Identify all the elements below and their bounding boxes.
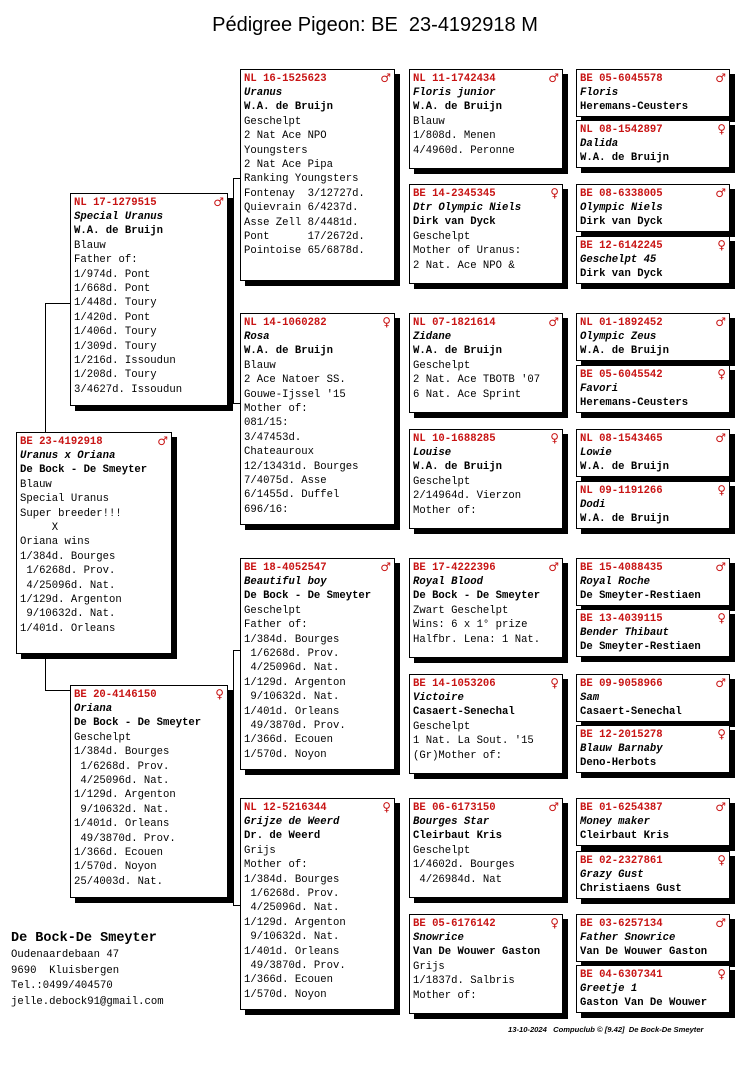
pigeon-name: Uranus (244, 87, 283, 99)
card-header (577, 185, 729, 201)
owner-name: Gaston Van De Wouwer (580, 997, 708, 1010)
detail-line: 1/366d. Ecouen (244, 734, 334, 747)
female-icon: ♀ (717, 238, 726, 252)
card-header (577, 430, 729, 446)
male-icon: ♂ (548, 71, 559, 85)
detail-line: Father of: (244, 619, 308, 632)
pigeon-name: Floris (580, 87, 619, 99)
detail-line: 1/129d. Argenton (20, 594, 122, 607)
pigeon-card-gen3[interactable] (409, 429, 563, 529)
detail-line: 4/4960d. Peronne (413, 144, 515, 157)
owner-name: Cleirbaut Kris (580, 830, 670, 843)
ring-number: NL 08-1542897 (580, 124, 663, 136)
owner-name: Dr. de Weerd (244, 830, 321, 843)
detail-line: Pont 17/2672d. (244, 231, 365, 244)
detail-line: 1/6268d. Prov. (244, 888, 340, 901)
pigeon-name: Rosa (244, 331, 270, 343)
pigeon-card-gen4[interactable] (576, 184, 730, 232)
detail-line: 4/26984d. Nat (413, 873, 503, 886)
owner-name: W.A. de Bruijn (413, 345, 503, 358)
ring-number: NL 17-1279515 (74, 197, 157, 209)
pigeon-card-dam-dam[interactable] (240, 798, 395, 1010)
card-header (410, 675, 562, 691)
pigeon-name: Victoire (413, 692, 464, 704)
detail-line: 1/129d. Argenton (244, 676, 346, 689)
breeder-info (11, 930, 164, 1010)
detail-line: 1/808d. Menen (413, 130, 496, 143)
owner-name: W.A. de Bruijn (580, 345, 670, 358)
detail-line: 9/10632d. Nat. (244, 931, 340, 944)
footer-credit: 13-10-2024 Compuclub © [9.42] De Bock-De Smeyter (508, 1025, 704, 1034)
detail-line: 49/3870d. Prov. (244, 960, 346, 973)
pigeon-name: Dodi (580, 499, 606, 511)
owner-name: Casaert-Senechal (580, 706, 682, 719)
detail-line: Geschelpt (413, 475, 471, 488)
detail-line: 4/25096d. Nat. (244, 902, 340, 915)
detail-line: Mother of: (413, 504, 477, 517)
detail-line: 1/570d. Noyon (74, 861, 157, 874)
pigeon-card-gen4[interactable] (576, 798, 730, 846)
detail-line: 1/384d. Bourges (20, 550, 116, 563)
detail-line: Mother of: (244, 403, 308, 416)
detail-line: Geschelpt (413, 720, 471, 733)
detail-line: 1/974d. Pont (74, 268, 151, 281)
detail-line: 1/448d. Toury (74, 297, 157, 310)
ring-number: NL 09-1191266 (580, 485, 663, 497)
detail-line: 12/13431d. Bourges (244, 460, 359, 473)
detail-line: Mother of: (413, 989, 477, 1002)
male-icon: ♂ (715, 916, 726, 930)
male-icon: ♂ (715, 560, 726, 574)
male-icon: ♂ (548, 800, 559, 814)
female-icon: ♀ (717, 727, 726, 741)
detail-line: 1/216d. Issoudun (74, 355, 176, 368)
detail-line: Zwart Geschelpt (413, 604, 509, 617)
detail-line: X (20, 522, 59, 535)
card-header (410, 70, 562, 86)
ring-number: NL 07-1821614 (413, 317, 496, 329)
male-icon: ♂ (715, 186, 726, 200)
detail-line: Gouwe-Ijssel '15 (244, 388, 346, 401)
detail-line: Wins: 6 x 1° prize (413, 619, 528, 632)
detail-line: 6 Nat. Ace Sprint (413, 388, 522, 401)
detail-line: 1/309d. Toury (74, 340, 157, 353)
ring-number: NL 16-1525623 (244, 73, 327, 85)
pigeon-name: Grijze de Weerd (244, 816, 340, 828)
breeder-email[interactable]: jelle.debock91@gmail.com (11, 995, 164, 1008)
pigeon-name: Lowie (580, 447, 612, 459)
pigeon-card-gen4[interactable] (576, 674, 730, 722)
detail-line: 1/406d. Toury (74, 326, 157, 339)
pigeon-card-dam-sire[interactable] (240, 558, 395, 770)
ring-number: BE 05-6176142 (413, 918, 496, 930)
pigeon-name: Grazy Gust (580, 869, 644, 881)
pigeon-card-gen4[interactable] (576, 851, 730, 899)
pigeon-name: Olympic Niels (580, 202, 663, 214)
pigeon-name: Blauw Barnaby (580, 743, 663, 755)
female-icon: ♀ (215, 687, 224, 701)
pigeon-name: Zidane (413, 331, 452, 343)
detail-line: 4/25096d. Nat. (20, 579, 116, 592)
female-icon: ♀ (382, 315, 391, 329)
owner-name: Cleirbaut Kris (413, 830, 503, 843)
ring-number: NL 10-1688285 (413, 433, 496, 445)
breeder-city: 9690 Kluisbergen (11, 964, 120, 977)
pigeon-card-gen4[interactable] (576, 236, 730, 284)
pigeon-name: Oriana (74, 703, 113, 715)
owner-name: Dirk van Dyck (580, 216, 663, 229)
card-header (577, 852, 729, 868)
female-icon: ♀ (550, 431, 559, 445)
female-icon: ♀ (717, 367, 726, 381)
detail-line: Oriana wins (20, 536, 90, 549)
detail-line: Blauw (413, 115, 445, 128)
ring-number: BE 23-4192918 (20, 436, 103, 448)
page-title: Pédigree Pigeon: BE 23-4192918 M (212, 14, 538, 36)
pigeon-name: Uranus x Oriana (20, 450, 116, 462)
detail-line: 4/25096d. Nat. (244, 662, 340, 675)
card-header (577, 121, 729, 137)
detail-line: Geschelpt (413, 359, 471, 372)
ring-number: BE 20-4146150 (74, 689, 157, 701)
detail-line: Fontenay 3/12727d. (244, 187, 365, 200)
card-header (71, 686, 227, 702)
card-header (410, 430, 562, 446)
ring-number: BE 08-6338005 (580, 188, 663, 200)
ring-number: BE 02-2327861 (580, 855, 663, 867)
card-header (410, 314, 562, 330)
ring-number: NL 14-1060282 (244, 317, 327, 329)
pigeon-name: Olympic Zeus (580, 331, 657, 343)
detail-line: Grijs (244, 844, 276, 857)
detail-line: Geschelpt (413, 844, 471, 857)
detail-line: Mother of: (244, 859, 308, 872)
detail-line: (Gr)Mother of: (413, 749, 503, 762)
breeder-name: De Bock-De Smeyter (11, 931, 157, 946)
detail-line: 1 Nat. La Sout. '15 (413, 735, 534, 748)
detail-line: Blauw (20, 478, 52, 491)
pigeon-card-gen3[interactable] (409, 184, 563, 284)
female-icon: ♀ (717, 853, 726, 867)
pigeon-card-gen4[interactable] (576, 558, 730, 606)
card-header (577, 675, 729, 691)
detail-line: 2 Nat Ace Pipa (244, 159, 334, 172)
card-header (241, 70, 394, 86)
detail-line: 1/366d. Ecouen (244, 974, 334, 987)
detail-line: 6/1455d. Duffel (244, 489, 340, 502)
pigeon-name: Louise (413, 447, 452, 459)
owner-name: Casaert-Senechal (413, 706, 515, 719)
male-icon: ♂ (715, 676, 726, 690)
pigeon-card-gen3[interactable] (409, 798, 563, 898)
detail-line: Special Uranus (20, 493, 110, 506)
pigeon-card-gen4[interactable] (576, 69, 730, 117)
detail-line: Geschelpt (244, 115, 302, 128)
bracket-dam-stem (228, 777, 233, 778)
detail-line: 1/401d. Orleans (74, 818, 170, 831)
pigeon-card-subject[interactable] (16, 432, 172, 654)
detail-line: 1/208d. Toury (74, 369, 157, 382)
detail-line: Quievrain 6/4237d. (244, 202, 359, 215)
card-header (410, 915, 562, 931)
female-icon: ♀ (382, 800, 391, 814)
card-header (410, 185, 562, 201)
detail-line: 696/16: (244, 503, 289, 516)
detail-line: 49/3870d. Prov. (244, 720, 346, 733)
pigeon-card-gen3[interactable] (409, 914, 563, 1014)
ring-number: BE 04-6307341 (580, 969, 663, 981)
ring-number: BE 12-2015278 (580, 729, 663, 741)
ring-number: BE 15-4088435 (580, 562, 663, 574)
detail-line: 1/384d. Bourges (244, 633, 340, 646)
detail-line: 1/6268d. Prov. (74, 760, 170, 773)
ring-number: BE 17-4222396 (413, 562, 496, 574)
owner-name: W.A. de Bruijn (413, 101, 503, 114)
pigeon-card-sire-dam[interactable] (240, 313, 395, 525)
detail-line: Chateauroux (244, 446, 314, 459)
pigeon-card-gen3[interactable] (409, 69, 563, 169)
detail-line: Geschelpt (413, 230, 471, 243)
ring-number: BE 05-6045578 (580, 73, 663, 85)
male-icon: ♂ (715, 431, 726, 445)
card-header (410, 559, 562, 575)
male-icon: ♂ (380, 560, 391, 574)
pigeon-card-gen4[interactable] (576, 120, 730, 168)
detail-line: Blauw (244, 359, 276, 372)
pigeon-card-gen4[interactable] (576, 725, 730, 773)
ring-number: BE 14-1053206 (413, 678, 496, 690)
ring-number: BE 03-6257134 (580, 918, 663, 930)
pigeon-card-gen4[interactable] (576, 914, 730, 962)
detail-line: 1/1837d. Salbris (413, 975, 515, 988)
pigeon-name: Greetje 1 (580, 983, 638, 995)
pigeon-card-gen4[interactable] (576, 965, 730, 1013)
pigeon-name: Father Snowrice (580, 932, 676, 944)
detail-line: 1/129d. Argenton (74, 789, 176, 802)
pigeon-card-gen3[interactable] (409, 313, 563, 413)
detail-line: 1/366d. Ecouen (74, 847, 164, 860)
male-icon: ♂ (157, 434, 168, 448)
pigeon-card-gen4[interactable] (576, 365, 730, 413)
male-icon: ♂ (715, 71, 726, 85)
card-header (577, 70, 729, 86)
detail-line: Father of: (74, 254, 138, 267)
ring-number: BE 06-6173150 (413, 802, 496, 814)
owner-name: Dirk van Dyck (580, 268, 663, 281)
detail-line: 1/401d. Orleans (244, 705, 340, 718)
female-icon: ♀ (550, 916, 559, 930)
pigeon-name: Floris junior (413, 87, 496, 99)
ring-number: BE 05-6045542 (580, 369, 663, 381)
male-icon: ♂ (380, 71, 391, 85)
owner-name: De Bock - De Smeyter (244, 590, 372, 603)
owner-name: W.A. de Bruijn (244, 345, 334, 358)
detail-line: 1/570d. Noyon (244, 748, 327, 761)
card-header (71, 194, 227, 210)
card-header (577, 610, 729, 626)
ring-number: BE 12-6142245 (580, 240, 663, 252)
pigeon-name: Dalida (580, 138, 619, 150)
detail-line: 3/4627d. Issoudun (74, 383, 183, 396)
pigeon-name: Dtr Olympic Niels (413, 202, 522, 214)
owner-name: De Bock - De Smeyter (74, 717, 202, 730)
pigeon-name: Geschelpt 45 (580, 254, 657, 266)
pigeon-name: Beautiful boy (244, 576, 327, 588)
detail-line: Geschelpt (74, 731, 132, 744)
male-icon: ♂ (213, 195, 224, 209)
male-icon: ♂ (715, 800, 726, 814)
pigeon-name: Bender Thibaut (580, 627, 670, 639)
owner-name: W.A. de Bruijn (244, 101, 334, 114)
pigeon-name: Bourges Star (413, 816, 490, 828)
card-header (577, 799, 729, 815)
detail-line: Grijs (413, 960, 445, 973)
detail-line: 2 Nat. Ace TBOTB '07 (413, 374, 541, 387)
card-header (241, 559, 394, 575)
owner-name: De Smeyter-Restiaen (580, 590, 701, 603)
detail-line: 25/4003d. Nat. (74, 875, 164, 888)
owner-name: Van De Wouwer Gaston (580, 946, 708, 959)
pigeon-card-gen3[interactable] (409, 674, 563, 774)
pigeon-card-gen3[interactable] (409, 558, 563, 658)
pigeon-card-gen4[interactable] (576, 313, 730, 361)
detail-line: 9/10632d. Nat. (74, 803, 170, 816)
female-icon: ♀ (717, 122, 726, 136)
detail-line: 1/570d. Noyon (244, 988, 327, 1001)
ring-number: BE 14-2345345 (413, 188, 496, 200)
detail-line: 1/384d. Bourges (74, 746, 170, 759)
bracket-sire-stem (228, 290, 233, 291)
male-icon: ♂ (715, 315, 726, 329)
detail-line: Ranking Youngsters (244, 173, 359, 186)
detail-line: Super breeder!!! (20, 507, 122, 520)
detail-line: 7/4075d. Asse (244, 475, 327, 488)
detail-line: 2 Ace Natoer SS. (244, 374, 346, 387)
detail-line: 1/6268d. Prov. (244, 648, 340, 661)
detail-line: Geschelpt (244, 604, 302, 617)
pigeon-card-sire[interactable] (70, 193, 228, 406)
detail-line: 1/668d. Pont (74, 283, 151, 296)
pigeon-card-dam[interactable] (70, 685, 228, 898)
ring-number: BE 01-6254387 (580, 802, 663, 814)
ring-number: BE 13-4039115 (580, 613, 663, 625)
card-header (577, 366, 729, 382)
card-header (577, 237, 729, 253)
pigeon-name: Royal Roche (580, 576, 650, 588)
detail-line: 1/129d. Argenton (244, 916, 346, 929)
owner-name: Heremans-Ceusters (580, 397, 689, 410)
owner-name: Christiaens Gust (580, 883, 682, 896)
detail-line: 3/47453d. (244, 431, 302, 444)
detail-line: 1/401d. Orleans (20, 622, 116, 635)
detail-line: 1/384d. Bourges (244, 873, 340, 886)
owner-name: W.A. de Bruijn (580, 461, 670, 474)
card-header (577, 314, 729, 330)
ring-number: NL 11-1742434 (413, 73, 496, 85)
pigeon-card-gen4[interactable] (576, 429, 730, 477)
pigeon-card-gen4[interactable] (576, 609, 730, 657)
detail-line: 9/10632d. Nat. (244, 691, 340, 704)
male-icon: ♂ (548, 315, 559, 329)
owner-name: W.A. de Bruijn (580, 152, 670, 165)
breeder-address: Oudenaardebaan 47 (11, 949, 120, 961)
female-icon: ♀ (717, 483, 726, 497)
card-header (577, 966, 729, 982)
owner-name: Deno-Herbots (580, 757, 657, 770)
female-icon: ♀ (550, 676, 559, 690)
pigeon-name: Royal Blood (413, 576, 483, 588)
owner-name: W.A. de Bruijn (580, 513, 670, 526)
detail-line: Mother of Uranus: (413, 245, 522, 258)
detail-line: 1/6268d. Prov. (20, 565, 116, 578)
pigeon-name: Sam (580, 692, 600, 704)
detail-line: 4/25096d. Nat. (74, 775, 170, 788)
detail-line: Halfbr. Lena: 1 Nat. (413, 633, 541, 646)
pigeon-name: Snowrice (413, 932, 464, 944)
card-header (17, 433, 171, 449)
pigeon-card-sire-sire[interactable] (240, 69, 395, 281)
owner-name: De Smeyter-Restiaen (580, 641, 701, 654)
owner-name: W.A. de Bruijn (74, 225, 164, 238)
ring-number: NL 12-5216344 (244, 802, 327, 814)
owner-name: De Bock - De Smeyter (20, 464, 148, 477)
card-header (577, 482, 729, 498)
detail-line: Pointoise 65/6878d. (244, 245, 365, 258)
ring-number: BE 18-4052547 (244, 562, 327, 574)
pigeon-name: Money maker (580, 816, 650, 828)
ring-number: NL 01-1892452 (580, 317, 663, 329)
detail-line: 2 Nat Ace NPO (244, 130, 327, 143)
ring-number: NL 08-1543465 (580, 433, 663, 445)
card-header (577, 915, 729, 931)
detail-line: 081/15: (244, 417, 289, 430)
pigeon-name: Special Uranus (74, 211, 164, 223)
card-header (410, 799, 562, 815)
detail-line: 1/4602d. Bourges (413, 859, 515, 872)
owner-name: Van De Wouwer Gaston (413, 946, 541, 959)
card-header (241, 799, 394, 815)
owner-name: Heremans-Ceusters (580, 101, 689, 114)
male-icon: ♂ (548, 560, 559, 574)
detail-line: 9/10632d. Nat. (20, 608, 116, 621)
owner-name: De Bock - De Smeyter (413, 590, 541, 603)
pigeon-card-gen4[interactable] (576, 481, 730, 529)
pigeon-name: Favori (580, 383, 619, 395)
detail-line: 49/3870d. Prov. (74, 832, 176, 845)
ring-number: BE 09-9058966 (580, 678, 663, 690)
card-header (241, 314, 394, 330)
breeder-phone: Tel.:0499/404570 (11, 980, 113, 992)
female-icon: ♀ (717, 611, 726, 625)
female-icon: ♀ (717, 967, 726, 981)
detail-line: 2 Nat. Ace NPO & (413, 259, 515, 272)
card-header (577, 726, 729, 742)
owner-name: Dirk van Dyck (413, 216, 496, 229)
detail-line: Youngsters (244, 144, 308, 157)
owner-name: W.A. de Bruijn (413, 461, 503, 474)
detail-line: Asse Zell 8/4481d. (244, 216, 359, 229)
detail-line: 2/14964d. Vierzon (413, 490, 522, 503)
detail-line: 1/401d. Orleans (244, 945, 340, 958)
detail-line: Blauw (74, 239, 106, 252)
card-header (577, 559, 729, 575)
detail-line: 1/420d. Pont (74, 311, 151, 324)
female-icon: ♀ (550, 186, 559, 200)
